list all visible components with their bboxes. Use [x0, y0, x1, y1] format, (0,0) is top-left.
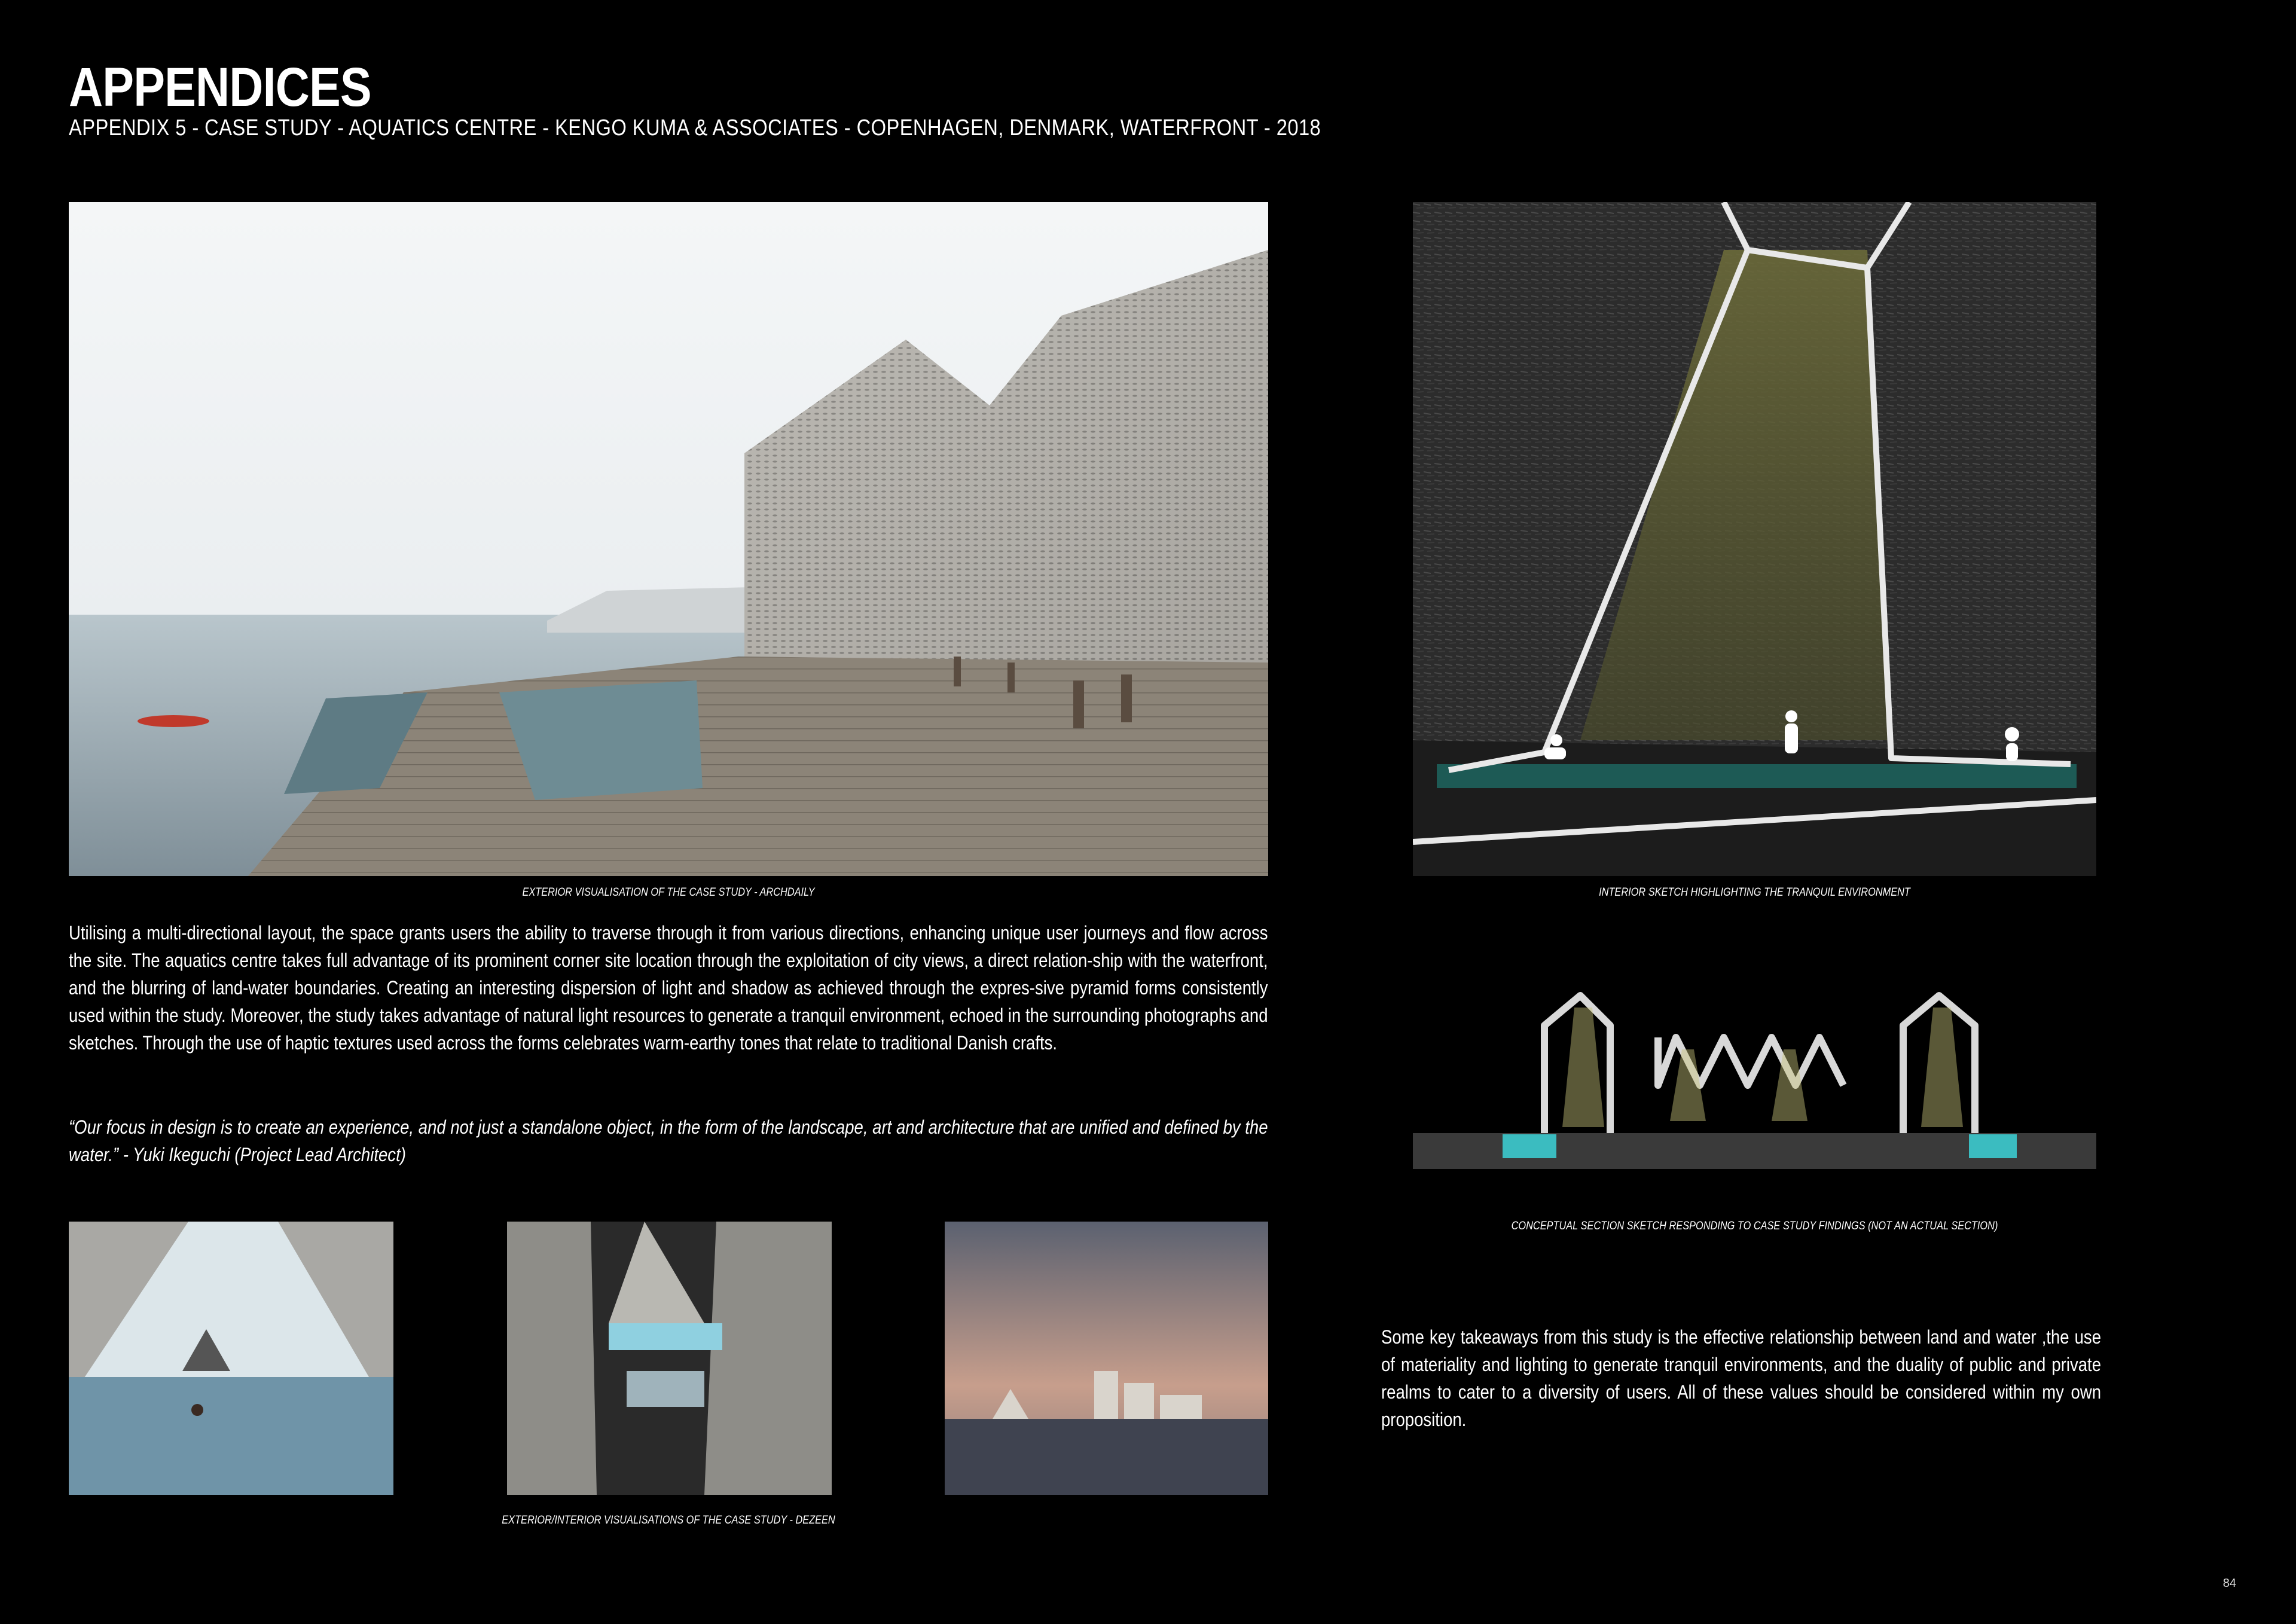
interior-sketch-image: [1413, 202, 2096, 876]
page-subtitle: APPENDIX 5 - CASE STUDY - AQUATICS CENTRE - KENGO KUMA & ASSOCIATES - COPENHAGEN, DENMARK, WATERFRONT - 2018: [69, 115, 1321, 141]
architect-quote: “Our focus in design is to create an experience, and not just a standalone object, in the form of the landscape, art and architecture that are unified and defined by the water.” - Yuki Ikeguchi (Project Lead Architect): [69, 1116, 1268, 1165]
interior-sketch-caption: INTERIOR SKETCH HIGHLIGHTING THE TRANQUIL ENVIRONMENT: [1599, 886, 1910, 899]
gallery-image-skyline: [945, 1222, 1268, 1495]
gallery-caption: EXTERIOR/INTERIOR VISUALISATIONS OF THE CASE STUDY - DEZEEN: [502, 1514, 835, 1527]
exterior-visualisation-image: [69, 202, 1268, 876]
gallery-image-pool: [69, 1222, 393, 1495]
exterior-caption: EXTERIOR VISUALISATION OF THE CASE STUDY - ARCHDAILY: [522, 886, 815, 899]
section-sketch-caption: CONCEPTUAL SECTION SKETCH RESPONDING TO CASE STUDY FINDINGS (NOT AN ACTUAL SECTION): [1511, 1220, 1998, 1232]
section-sketch-image: [1413, 948, 2096, 1211]
gallery-image-interior: [507, 1222, 832, 1495]
main-paragraph: Utilising a multi-directional layout, the space grants users the ability to traverse through it from various directions, enhancing unique user journeys and flow across the site. The aquatics centre takes full advantage of its prominent corner site location through the exploitation of city views, a direct relation-ship with the waterfront, and the blurring of land-water boundaries. Creating an interesting dispersion of light and shadow as achieved through the expres-sive pyramid forms consistently used within the study. Moreover, the study takes advantage of natural light resources to generate a tranquil environment, echoed in the surrounding photographs and sketches. Through the use of haptic textures used across the forms celebrates warm-earthy tones that relate to traditional Danish crafts.: [69, 922, 1268, 1054]
takeaways-paragraph: Some key takeaways from this study is the effective relationship between land and water ,the use of materiality and lighting to generate tranquil environments, and the duality of public and private realms to cater to a diversity of users. All of these values should be considered within my own proposition.: [1381, 1326, 2101, 1430]
page-number: 84: [2222, 1577, 2236, 1590]
page-title: APPENDICES: [69, 57, 371, 118]
